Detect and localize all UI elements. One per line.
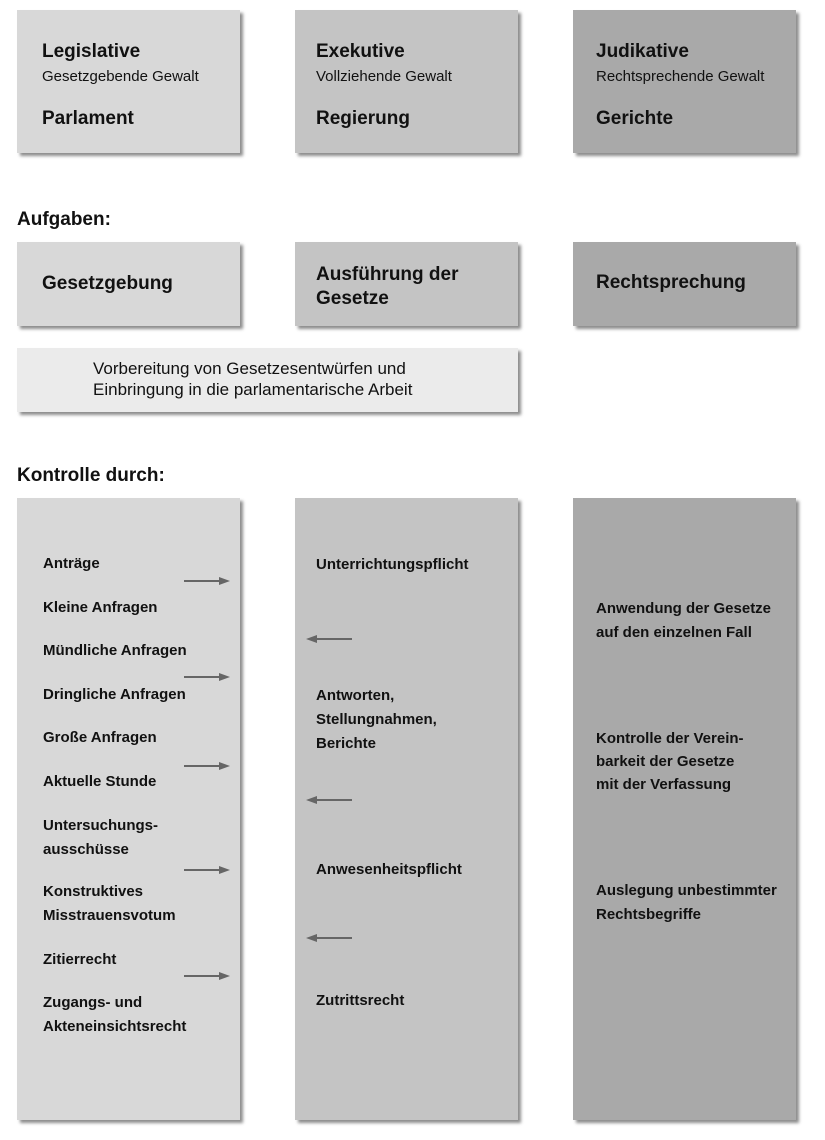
legislative-control-item: Kleine Anfragen xyxy=(43,599,158,616)
branch-box-judicative xyxy=(573,10,796,153)
note-line-2: Einbringung in die parlamentarische Arbeit xyxy=(93,380,413,399)
arrow-right-icon xyxy=(184,576,230,586)
executive-control-item: Zutrittsrecht xyxy=(316,992,405,1009)
judicial-control-item: Rechtsbegriffe xyxy=(596,906,702,923)
arrow-right-icon xyxy=(184,865,230,875)
branch-description-legislative: Gesetzgebende Gewalt xyxy=(42,68,199,85)
legislative-control-item: Anträge xyxy=(43,555,100,572)
task-executive-line1: Ausführung der xyxy=(316,264,459,285)
branch-name-executive: Exekutive xyxy=(316,41,405,62)
executive-control-item: Anwesenheitspflicht xyxy=(316,861,462,878)
tasks-heading: Aufgaben: xyxy=(17,209,111,230)
note-line-1: Vorbereitung von Gesetzesentwürfen und xyxy=(93,359,406,378)
legislative-control-item: Dringliche Anfragen xyxy=(43,686,186,703)
branch-organ-legislative: Parlament xyxy=(42,108,134,129)
task-box-executive xyxy=(295,242,518,326)
task-executive-line2: Gesetze xyxy=(316,288,389,309)
executive-control-item: Unterrichtungspflicht xyxy=(316,556,469,573)
branch-box-legislative xyxy=(17,10,240,153)
branch-name-judicative: Judikative xyxy=(596,41,689,62)
legislative-control-item: Untersuchungs- xyxy=(43,817,159,834)
legislative-control-item: Große Anfragen xyxy=(43,729,157,746)
legislative-control-item: Misstrauensvotum xyxy=(43,907,176,924)
legislative-control-item: Mündliche Anfragen xyxy=(43,642,187,659)
branch-description-judicative: Rechtsprechende Gewalt xyxy=(596,68,765,85)
judicial-control-item: auf den einzelnen Fall xyxy=(596,624,752,641)
arrow-right-icon xyxy=(184,761,230,771)
arrow-left-icon xyxy=(306,795,352,805)
judicial-control-item: Anwendung der Gesetze xyxy=(596,600,772,617)
legislative-control-item: Aktuelle Stunde xyxy=(43,773,157,790)
legislative-control-item: Akteneinsichtsrecht xyxy=(43,1018,187,1035)
control-column-executive xyxy=(295,498,518,1120)
arrow-right-icon xyxy=(184,672,230,682)
legislative-control-item: Konstruktives xyxy=(43,883,144,900)
judicial-control-item: mit der Verfassung xyxy=(596,776,732,793)
branch-name-legislative: Legislative xyxy=(42,41,141,62)
arrow-right-icon xyxy=(184,971,230,981)
judicial-control-item: Kontrolle der Verein- xyxy=(596,730,744,747)
judicial-control-item: Auslegung unbestimmter xyxy=(596,882,777,899)
legislative-control-item: Zitierrecht xyxy=(43,951,117,968)
task-judicative: Rechtsprechung xyxy=(596,272,746,293)
arrow-left-icon xyxy=(306,634,352,644)
legislative-control-item: ausschüsse xyxy=(43,841,129,858)
control-column-judicative xyxy=(573,498,796,1120)
branch-organ-executive: Regierung xyxy=(316,108,410,129)
judicial-control-item: barkeit der Gesetze xyxy=(596,753,735,770)
executive-control-item: Antworten, xyxy=(316,687,395,704)
branch-description-executive: Vollziehende Gewalt xyxy=(316,68,452,85)
task-legislative: Gesetzgebung xyxy=(42,273,173,294)
legislative-control-item: Zugangs- und xyxy=(43,994,143,1011)
branch-box-executive xyxy=(295,10,518,153)
note-box xyxy=(17,348,518,412)
branch-organ-judicative: Gerichte xyxy=(596,108,674,129)
executive-control-item: Berichte xyxy=(316,735,377,752)
task-box-judicative xyxy=(573,242,796,326)
control-heading: Kontrolle durch: xyxy=(17,465,165,486)
task-box-legislative xyxy=(17,242,240,326)
arrow-left-icon xyxy=(306,933,352,943)
executive-control-item: Stellungnahmen, xyxy=(316,711,437,728)
